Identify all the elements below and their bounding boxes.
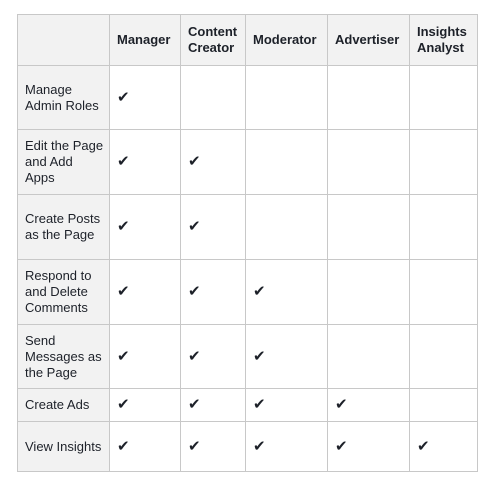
column-header-moderator: Moderator (246, 15, 328, 66)
check-cell: ✔ (410, 422, 478, 472)
row-label-text: Create Ads (25, 397, 90, 412)
column-header-manager: Manager (110, 15, 181, 66)
check-cell: ✔ (110, 422, 181, 472)
check-cell: ✔ (181, 195, 246, 260)
row-label (18, 130, 110, 195)
check-cell: ✔ (246, 260, 328, 325)
column-header-advertiser: Advertiser (328, 15, 410, 66)
check-cell: ✔ (246, 325, 328, 389)
check-cell: ✔ (181, 389, 246, 422)
check-cell: ✔ (181, 422, 246, 472)
check-cell (246, 130, 328, 195)
roles-permissions-table (17, 14, 478, 472)
check-cell (246, 195, 328, 260)
check-cell: ✔ (328, 422, 410, 472)
check-cell: ✔ (110, 66, 181, 130)
check-cell: ✔ (181, 260, 246, 325)
row-label-text: View Insights (25, 438, 102, 454)
check-cell (410, 130, 478, 195)
check-cell: ✔ (181, 325, 246, 389)
check-cell (410, 195, 478, 260)
table-row (18, 422, 478, 472)
check-cell (246, 66, 328, 130)
column-header-insights-analyst: Insights Analyst (410, 15, 478, 66)
check-cell (410, 66, 478, 130)
check-cell: ✔ (181, 130, 246, 195)
header-row (18, 15, 478, 66)
check-cell (328, 66, 410, 130)
table-row (18, 260, 478, 325)
row-label-text: Create Posts as the Page (25, 211, 101, 242)
table-row (18, 66, 478, 130)
row-label (18, 422, 110, 472)
check-cell (181, 66, 246, 130)
check-cell: ✔ (110, 389, 181, 422)
check-cell (410, 325, 478, 389)
row-label-text: Respond to and Delete Comments (25, 268, 92, 315)
row-label (18, 325, 110, 389)
column-header-content-creator: Content Creator (181, 15, 246, 66)
row-label (18, 195, 110, 260)
row-label-text: Send Messages as the Page (25, 332, 102, 380)
check-cell (328, 130, 410, 195)
check-cell (328, 195, 410, 260)
table-row (18, 195, 478, 260)
check-cell: ✔ (110, 130, 181, 195)
table-row (18, 325, 478, 389)
check-cell: ✔ (110, 325, 181, 389)
check-cell (410, 389, 478, 422)
check-cell (328, 260, 410, 325)
check-cell: ✔ (110, 260, 181, 325)
row-label (18, 389, 110, 422)
check-cell: ✔ (246, 389, 328, 422)
check-cell: ✔ (246, 422, 328, 472)
row-label (18, 260, 110, 325)
row-label (18, 66, 110, 130)
row-label-text: Manage Admin Roles (25, 81, 99, 113)
check-cell: ✔ (110, 195, 181, 260)
table-row (18, 389, 478, 422)
header-corner-cell (18, 15, 110, 66)
row-label-text: Edit the Page and Add Apps (25, 138, 104, 185)
table-row (18, 130, 478, 195)
check-cell (328, 325, 410, 389)
check-cell (410, 260, 478, 325)
check-cell: ✔ (328, 389, 410, 422)
